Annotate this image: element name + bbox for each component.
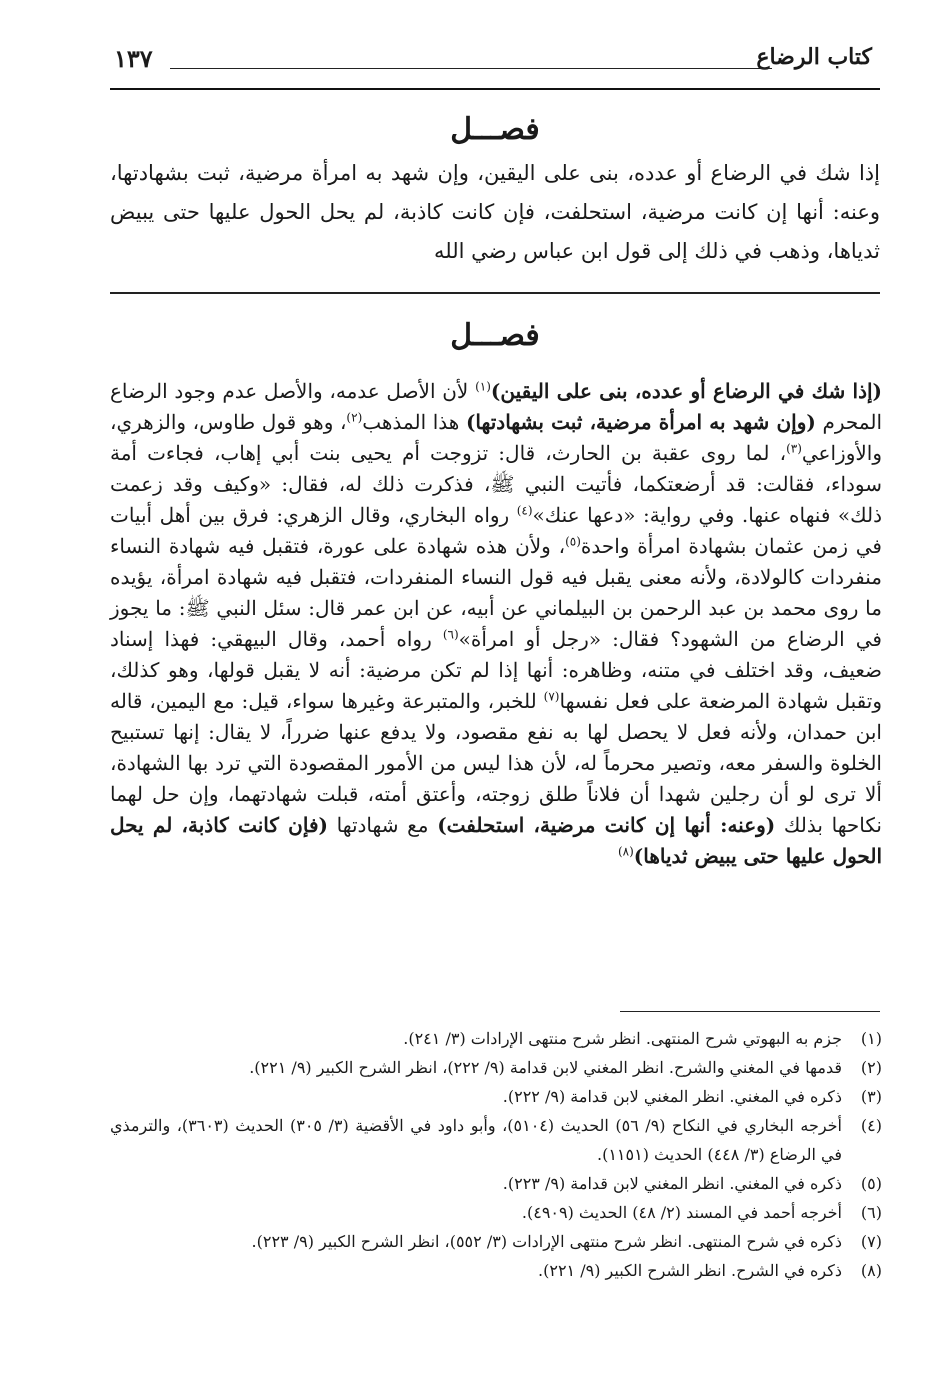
section-heading-matn: فصـــل: [450, 112, 540, 147]
footnote-text: أخرجه أحمد في المسند (٢/ ٤٨) الحديث (٤٩٠٩).: [521, 1203, 842, 1222]
quoted-matn: (وإن شهد به امرأة مرضية، ثبت بشهادتها): [465, 410, 816, 434]
page-header: [110, 40, 880, 84]
quoted-matn: (فإن كانت كاذبة، لم يحل الحول عليها حتى يبيض ثدياها): [110, 813, 882, 868]
commentary-text: ، لما روى عقبة بن الحارث، قال: تزوجت أم يحيى بنت أبي إهاب، فجاءت أمة سوداء، فقالت: قد أرضعتكما، فأتيت النبي ﷺ، فذكرت ذلك له، فقال: «وكيف وقد زعمت ذلك» فنهاه عنها. وفي رواية: «دعها عنك»: [110, 441, 882, 527]
footnote-number: (١): [860, 1029, 882, 1048]
commentary-text: ، وهو قول طاوس، والزهري، والأوزاعي: [110, 410, 882, 465]
footnote-item: [110, 1082, 882, 1111]
footnote-text: ذكره في شرح المنتهى. انظر شرح منتهى الإرادات (٣/ ٥٥٢)، انظر الشرح الكبير (٩/ ٢٢٣).: [251, 1232, 842, 1251]
footnote-ref[interactable]: (٥): [565, 534, 581, 549]
footnote-text: ذكره في الشرح. انظر الشرح الكبير (٩/ ٢٢١).: [538, 1261, 842, 1280]
footnote-item: [110, 1198, 882, 1227]
footnote-text: ذكره في المغني. انظر المغني لابن قدامة (٩/ ٢٢٢).: [502, 1087, 842, 1106]
footnote-ref[interactable]: (٣): [786, 441, 802, 456]
commentary-text: هذا المذهب: [362, 410, 466, 434]
footnote-number: (٥): [860, 1174, 882, 1193]
section-divider: [110, 292, 880, 294]
footnote-item: [110, 1169, 882, 1198]
footnote-text: جزم به البهوتي شرح المنتهى. انظر شرح منتهى الإرادات (٣/ ٢٤١).: [403, 1029, 842, 1048]
sharh-paragraph: [110, 376, 882, 872]
footnote-number: (٢): [860, 1058, 882, 1077]
footnote-ref[interactable]: (٢): [346, 410, 363, 425]
header-rule: [170, 68, 772, 69]
commentary-text: ، ولأن هذه شهادة على عورة، فتقبل فيه شهادة النساء منفردات كالولادة، ولأنه معنى يقبل فيه قول النساء المنفردات، فتقبل فيه شهادة امرأة، يؤيده ما روى محمد بن عبد الرحمن بن البيلماني عن أبيه، عن ابن عمر قال: سئل النبي ﷺ: ما يجوز في الرضاع من الشهود؟ فقال: «رجل أو امرأة»: [110, 534, 882, 651]
footnote-number: (٧): [860, 1232, 882, 1251]
section-heading-sharh: فصـــل: [450, 318, 540, 353]
footnote-item: [110, 1227, 882, 1256]
commentary-text: لأن الأصل عدمه، والأصل عدم وجود الرضاع المحرم: [110, 379, 883, 434]
footnote-number: (٨): [860, 1261, 882, 1280]
footnote-ref[interactable]: (١): [475, 379, 491, 394]
footnote-number: (٤): [860, 1116, 882, 1135]
page-number: ١٣٧: [114, 44, 153, 73]
footnote-number: (٦): [860, 1203, 882, 1222]
commentary-text: مع شهادتها: [327, 813, 438, 837]
quoted-matn: (إذا شك في الرضاع أو عدده، بنى على اليقين): [490, 379, 883, 403]
header-divider: [110, 88, 880, 90]
footnote-ref[interactable]: (٦): [442, 627, 459, 642]
footnote-text: قدمها في المغني والشرح. انظر المغني لابن قدامة (٩/ ٢٢٢)، انظر الشرح الكبير (٩/ ٢٢١).: [249, 1058, 842, 1077]
commentary-text: رواه أحمد، وقال البيهقي: فهذا إسناد ضعيف، وقد اختلف في متنه، وظاهره: أنها إذا لم تكن مرضية: أنه لا يقبل قولها، وهو كذلك، وتقبل شهادة المرضعة على فعل نفسها: [110, 627, 882, 713]
quoted-matn: (وعنه: أنها إن كانت مرضية، استحلفت): [437, 813, 776, 837]
running-title: كتاب الرضاع: [756, 44, 872, 70]
commentary-text: للخبر، والمتبرعة وغيرها سواء، قيل: مع اليمين، قاله ابن حمدان، ولأنه فعل لا يحصل لها به نفع مقصود، ولا يدفع عنها ضرراً، لا يقال: إنها تستبيح الخلوة والسفر معه، وتصير محرماً له، لأن هذا ليس من الأمور المقصودة التي ترد بها الشهادة، ألا ترى لو أن رجلين شهدا أن فلاناً طلق زوجته، وأعتق أمته، قبلت شهادتهما، وإن حل لهما نكاحها بذلك: [110, 689, 882, 837]
footnote-ref[interactable]: (٨): [617, 844, 634, 859]
footnote-ref[interactable]: (٤): [516, 503, 533, 518]
footnote-text: أخرجه البخاري في النكاح (٩/ ٥٦) الحديث (٥١٠٤)، وأبو داود في الأقضية (٣/ ٣٠٥) الحديث (٣٦٠٣)، والترمذي في الرضاع (٣/ ٤٤٨) الحديث (١١٥١).: [110, 1116, 842, 1164]
footnotes: [110, 1024, 882, 1285]
footnote-item: [110, 1111, 882, 1169]
footnote-ref[interactable]: (٧): [543, 689, 560, 704]
footnote-item: [110, 1024, 882, 1053]
footnote-text: ذكره في المغني. انظر المغني لابن قدامة (٩/ ٢٢٣).: [502, 1174, 842, 1193]
footnote-number: (٣): [860, 1087, 882, 1106]
footnote-item: [110, 1256, 882, 1285]
matn-paragraph: إذا شك في الرضاع أو عدده، بنى على اليقين، وإن شهد به امرأة مرضية، ثبت بشهادتها، وعنه: أنها إن كانت مرضية، استحلفت، فإن كانت كاذبة، لم يحل الحول عليها حتى يبيض ثدياها، وذهب في ذلك إلى قول ابن عباس رضي الله: [110, 161, 880, 263]
footnote-separator: [620, 1011, 880, 1012]
commentary-text: رواه البخاري، وقال الزهري: فرق بين أهل أبيات في زمن عثمان بشهادة امرأة واحدة: [110, 503, 882, 558]
footnote-item: [110, 1053, 882, 1082]
